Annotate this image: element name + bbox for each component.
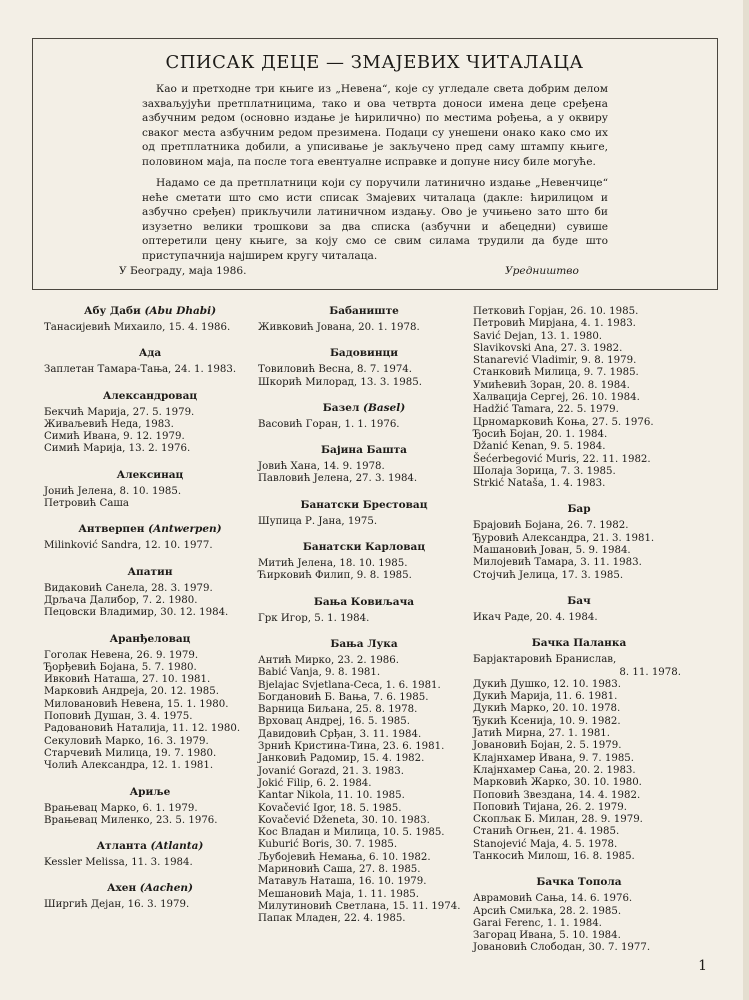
list-item: Savić Dejan, 13. 1. 1980.: [473, 330, 603, 342]
list-item: Машановић Јован, 5. 9. 1984.: [473, 545, 631, 557]
town-heading: [258, 402, 470, 414]
list-item: Стојчић Јелица, 17. 3. 1985.: [473, 569, 624, 581]
list-item: Павловић Јелена, 27. 3. 1984.: [258, 473, 418, 485]
list-item: Ширгић Дејан, 16. 3. 1979.: [44, 899, 190, 911]
list-item: Богдановић Б. Вања, 7. 6. 1985.: [258, 691, 429, 703]
town-heading: [258, 305, 470, 317]
town-heading: [258, 444, 470, 456]
town-name: Антверпен: [78, 523, 145, 536]
list-column-3: [473, 298, 685, 955]
list-item: Jovanić Gorazd, 21. 3. 1983.: [258, 765, 404, 777]
list-item: Живковић Јована, 20. 1. 1978.: [258, 322, 420, 333]
list-item: Гоголак Невена, 26. 9. 1979.: [44, 649, 199, 661]
town-heading: [44, 786, 256, 798]
list-item: Кос Владан и Милица, 10. 5. 1985.: [258, 827, 445, 839]
town-name: Бања Ковиљача: [313, 595, 415, 608]
list-item: Антић Мирко, 23. 2. 1986.: [258, 654, 400, 666]
list-item: Врховац Андреј, 16. 5. 1985.: [258, 716, 411, 728]
list-item: Папак Младен, 22. 4. 1985.: [258, 913, 406, 925]
intro-paragraph-2: Надамо се да претплатници који су поручили латинично издање „Невенчице“ неће сметати што смо исти списак Змајевих читалаца (дакле: ћирилицом и азбучно сређен) прикључили латиничном издању. Ово је учињено зато што би изузетно велики трошкови за два списка (азбучни и абецедни) сувише оптеретили цену књиге, за коју смо се свим силама трудили да буде што приступачнија најширем кругу читалаца.: [142, 177, 608, 262]
town-name-latin: (Basel): [363, 401, 406, 414]
list-item: Дукић Марко, 20. 10. 1978.: [473, 703, 621, 715]
list-item: Јатић Мирна, 27. 1. 1981.: [473, 728, 611, 740]
town-name: Атланта: [96, 840, 147, 853]
list-item: Милутиновић Светлана, 15. 11. 1974.: [258, 900, 461, 912]
town-heading: [258, 541, 470, 553]
page-edge: [743, 0, 749, 1000]
list-item: Шкорић Милорад, 13. 3. 1985.: [258, 376, 422, 388]
list-item: Заплетан Тамара-Тања, 24. 1. 1983.: [44, 364, 237, 376]
list-item: Чолић Александра, 12. 1. 1981.: [44, 760, 214, 772]
list-item: Митић Јелена, 18. 10. 1985.: [258, 558, 408, 570]
town-name: Бачка Паланка: [531, 637, 627, 650]
town-name: Александровац: [102, 389, 198, 402]
list-item: Љубојевић Немања, 6. 10. 1982.: [258, 851, 431, 863]
town-name-latin: (Atlanta): [150, 840, 204, 853]
column-top-spacer: [473, 298, 685, 306]
list-item: Поповић Звездана, 14. 4. 1982.: [473, 789, 641, 801]
town-heading: [473, 876, 685, 888]
town-heading: [44, 566, 256, 578]
town-heading: [44, 305, 256, 317]
list-item: Товиловић Весна, 8. 7. 1974.: [258, 364, 413, 376]
list-item: Дукић Душко, 12. 10. 1983.: [473, 678, 622, 690]
list-item: Васовић Горан, 1. 1. 1976.: [258, 418, 400, 430]
list-item: Garai Ferenc, 1. 1. 1984.: [473, 917, 602, 929]
list-item: Видаковић Санела, 28. 3. 1979.: [44, 582, 213, 594]
list-item: Петровић Саша: [44, 498, 129, 510]
town-name: Бачка Топола: [536, 876, 622, 889]
list-item: Живаљевић Неда, 1983.: [44, 418, 174, 430]
list-item: Јанковић Радомир, 15. 4. 1982.: [258, 753, 425, 765]
list-item: Секуловић Марко, 16. 3. 1979.: [44, 735, 209, 747]
list-item: Jokić Filip, 6. 2. 1984.: [258, 777, 372, 789]
list-item: Ђорђевић Бојана, 5. 7. 1980.: [44, 661, 197, 673]
list-item: Брајовић Бојана, 26. 7. 1982.: [473, 520, 629, 532]
list-item: Дукић Марија, 11. 6. 1981.: [473, 691, 618, 703]
signature: Уредништво: [505, 265, 579, 277]
town-name: Бабаниште: [329, 305, 399, 317]
list-item: Ивковић Наташа, 27. 10. 1981.: [44, 674, 211, 686]
place-date: У Београду, маја 1986.: [119, 265, 247, 277]
list-item: Ђосић Бојан, 20. 1. 1984.: [473, 428, 608, 440]
list-item: Давидовић Срђан, 3. 11. 1984.: [258, 728, 422, 740]
list-item: Милојевић Тамара, 3. 11. 1983.: [473, 557, 642, 569]
town-name: Ада: [138, 347, 162, 360]
list-item: Марковић Жарко, 30. 10. 1980.: [473, 777, 642, 789]
list-item: Врањевац Марко, 6. 1. 1979.: [44, 802, 198, 814]
list-item: Milinković Sandra, 12. 10. 1977.: [44, 540, 213, 552]
town-name: Банатски Карловац: [302, 541, 426, 554]
town-name: Бајина Башта: [321, 444, 407, 457]
list-item: Јовановић Слободан, 30. 7. 1977.: [473, 942, 651, 954]
list-item: Мешановић Маја, 1. 11. 1985.: [258, 888, 420, 900]
list-item: Babić Vanja, 9. 8. 1981.: [258, 667, 381, 679]
list-item: Kovačević Dženeta, 30. 10. 1983.: [258, 814, 430, 826]
list-item: Скопљак Б. Милан, 28. 9. 1979.: [473, 814, 643, 826]
town-heading: [258, 596, 470, 608]
list-item: Šećerbegović Muris, 22. 11. 1982.: [473, 453, 651, 465]
list-item: Зрнић Кристина-Тина, 23. 6. 1981.: [258, 741, 445, 753]
list-column-1: [44, 298, 256, 912]
town-heading: [44, 840, 256, 852]
town-name-latin: (Antwerpen): [148, 523, 222, 536]
town-name: Бања Лука: [330, 637, 398, 650]
list-item: Hadžić Tamara, 22. 5. 1979.: [473, 404, 619, 416]
list-item: Ђуровић Александра, 21. 3. 1981.: [473, 532, 655, 544]
town-heading: [258, 638, 470, 650]
list-item: Милованoвић Невена, 15. 1. 1980.: [44, 698, 229, 710]
town-heading: [44, 882, 256, 894]
list-item: Шупица Р. Јана, 1975.: [258, 515, 378, 527]
page-title: СПИСАК ДЕЦЕ — ЗМАЈЕВИХ ЧИТАЛАЦА: [165, 52, 584, 73]
town-name-latin: (Abu Dhabi): [144, 305, 217, 317]
list-item: Мариновић Саша, 27. 8. 1985.: [258, 864, 421, 876]
entry-name: Барјактаровић Бранислав,: [473, 654, 617, 666]
town-name: Бар: [567, 503, 591, 516]
list-item: Симић Ивана, 9. 12. 1979.: [44, 431, 185, 443]
town-name: Ариље: [129, 785, 171, 798]
list-item: Старчевић Милица, 19. 7. 1980.: [44, 747, 217, 759]
list-item: Халвација Сергеј, 26. 10. 1984.: [473, 392, 640, 404]
town-heading: [44, 390, 256, 402]
list-item: [473, 654, 685, 679]
list-item: Дрљача Далибор, 7. 2. 1980.: [44, 594, 198, 606]
list-item: Поповић Тијана, 26. 2. 1979.: [473, 801, 627, 813]
list-item: Stanarević Vladimir, 9. 8. 1979.: [473, 355, 637, 367]
list-item: Strkić Nataša, 1. 4. 1983.: [473, 478, 606, 490]
list-item: Загорац Ивана, 5. 10. 1984.: [473, 930, 621, 942]
list-item: Јонић Јелена, 8. 10. 1985.: [44, 485, 182, 497]
entry-date-continued: 8. 11. 1978.: [619, 666, 681, 678]
list-item: Ћирковић Филип, 9. 8. 1985.: [258, 570, 412, 582]
list-item: Ђукић Ксенија, 10. 9. 1982.: [473, 715, 621, 727]
town-heading: [44, 469, 256, 481]
list-item: Станковић Милица, 9. 7. 1985.: [473, 367, 639, 379]
list-item: Клајнхамер Сања, 20. 2. 1983.: [473, 764, 636, 776]
list-item: Марковић Андреја, 20. 12. 1985.: [44, 686, 219, 698]
list-item: Kessler Melissa, 11. 3. 1984.: [44, 857, 193, 869]
list-item: Радовановић Наталија, 11. 12. 1980.: [44, 723, 241, 735]
list-item: Шолаја Зорица, 7. 3. 1985.: [473, 465, 616, 477]
list-item: Станић Огњен, 21. 4. 1985.: [473, 826, 620, 838]
town-name: Аранђеловац: [109, 632, 191, 645]
list-item: Kovačević Igor, 18. 5. 1985.: [258, 802, 402, 814]
list-item: Врањевац Миленко, 23. 5. 1976.: [44, 814, 218, 826]
list-item: Танасијевић Михаило, 15. 4. 1986.: [44, 322, 231, 333]
list-item: Црномарковић Коња, 27. 5. 1976.: [473, 416, 654, 428]
list-item: Bjelajac Svjetlana-Ceca, 1. 6. 1981.: [258, 679, 441, 691]
town-heading: [44, 633, 256, 645]
town-name: Бач: [567, 594, 591, 607]
town-heading: [473, 503, 685, 515]
page-number: 1: [698, 958, 707, 974]
list-item: Kuburić Boris, 30. 7. 1985.: [258, 839, 398, 851]
list-item: Умићевић Зоран, 20. 8. 1984.: [473, 379, 630, 391]
list-column-2: [258, 298, 470, 926]
list-item: Stanojević Маја, 4. 5. 1978.: [473, 838, 618, 850]
list-item: Грк Игор, 5. 1. 1984.: [258, 612, 370, 624]
list-item: Танкосић Милош, 16. 8. 1985.: [473, 850, 635, 862]
list-item: Јовановић Бојан, 2. 5. 1979.: [473, 740, 622, 752]
town-name: Алексинац: [116, 468, 184, 481]
list-item: Клајнхамер Ивана, 9. 7. 1985.: [473, 752, 635, 764]
list-item: Бекчић Марија, 27. 5. 1979.: [44, 406, 195, 418]
town-heading: [44, 347, 256, 359]
town-name: Апатин: [127, 565, 173, 578]
list-item: Аврамовић Сања, 14. 6. 1976.: [473, 893, 633, 905]
list-item: Петровић Мирјана, 4. 1. 1983.: [473, 318, 636, 330]
list-item: Петковић Горјан, 26. 10. 1985.: [473, 306, 639, 317]
list-item: Варница Биљана, 25. 8. 1978.: [258, 704, 418, 716]
list-item: Симић Марија, 13. 2. 1976.: [44, 443, 191, 455]
list-item: Матавуљ Наташа, 16. 10. 1979.: [258, 876, 427, 888]
list-item: Kantar Nikola, 11. 10. 1985.: [258, 790, 405, 802]
list-item: Džanić Kenan, 9. 5. 1984.: [473, 441, 606, 453]
list-item: Икач Раде, 20. 4. 1984.: [473, 611, 598, 623]
town-name: Банатски Брестовац: [300, 498, 428, 511]
town-heading: [473, 595, 685, 607]
list-item: Пецовски Владимир, 30. 12. 1984.: [44, 607, 229, 619]
town-name: Абу Даби: [83, 305, 141, 317]
town-name: Базел: [322, 401, 360, 414]
town-name: Ахен: [106, 882, 137, 895]
town-heading: [473, 637, 685, 649]
town-heading: [44, 523, 256, 535]
list-item: Поповић Душан, 3. 4. 1975.: [44, 711, 193, 723]
list-item: Јовић Хана, 14. 9. 1978.: [258, 461, 385, 473]
town-name: Бадовинци: [329, 347, 399, 360]
list-item: Slavikovski Ana, 27. 3. 1982.: [473, 342, 623, 354]
town-heading: [258, 347, 470, 359]
town-heading: [258, 499, 470, 511]
intro-paragraph-1: Као и претходне три књиге из „Невена“, које су угледале света добрим делом захваљујући претплатницима, тако и ова четврта доноси имена деце сређена азбучним редом (основно издање је ћирилично) по местима рођења, а у оквиру сваког места азбучним редом презимена. Подаци су унешени онако како смо их од претплатника добили, а уписивање је закључено пред саму штампу књиге, половином маја, па после тога евентуалне исправке и допуне нису биле могуће.: [142, 83, 608, 168]
list-item: Арсић Смиљка, 28. 2. 1985.: [473, 905, 622, 917]
town-name-latin: (Aachen): [139, 882, 194, 895]
